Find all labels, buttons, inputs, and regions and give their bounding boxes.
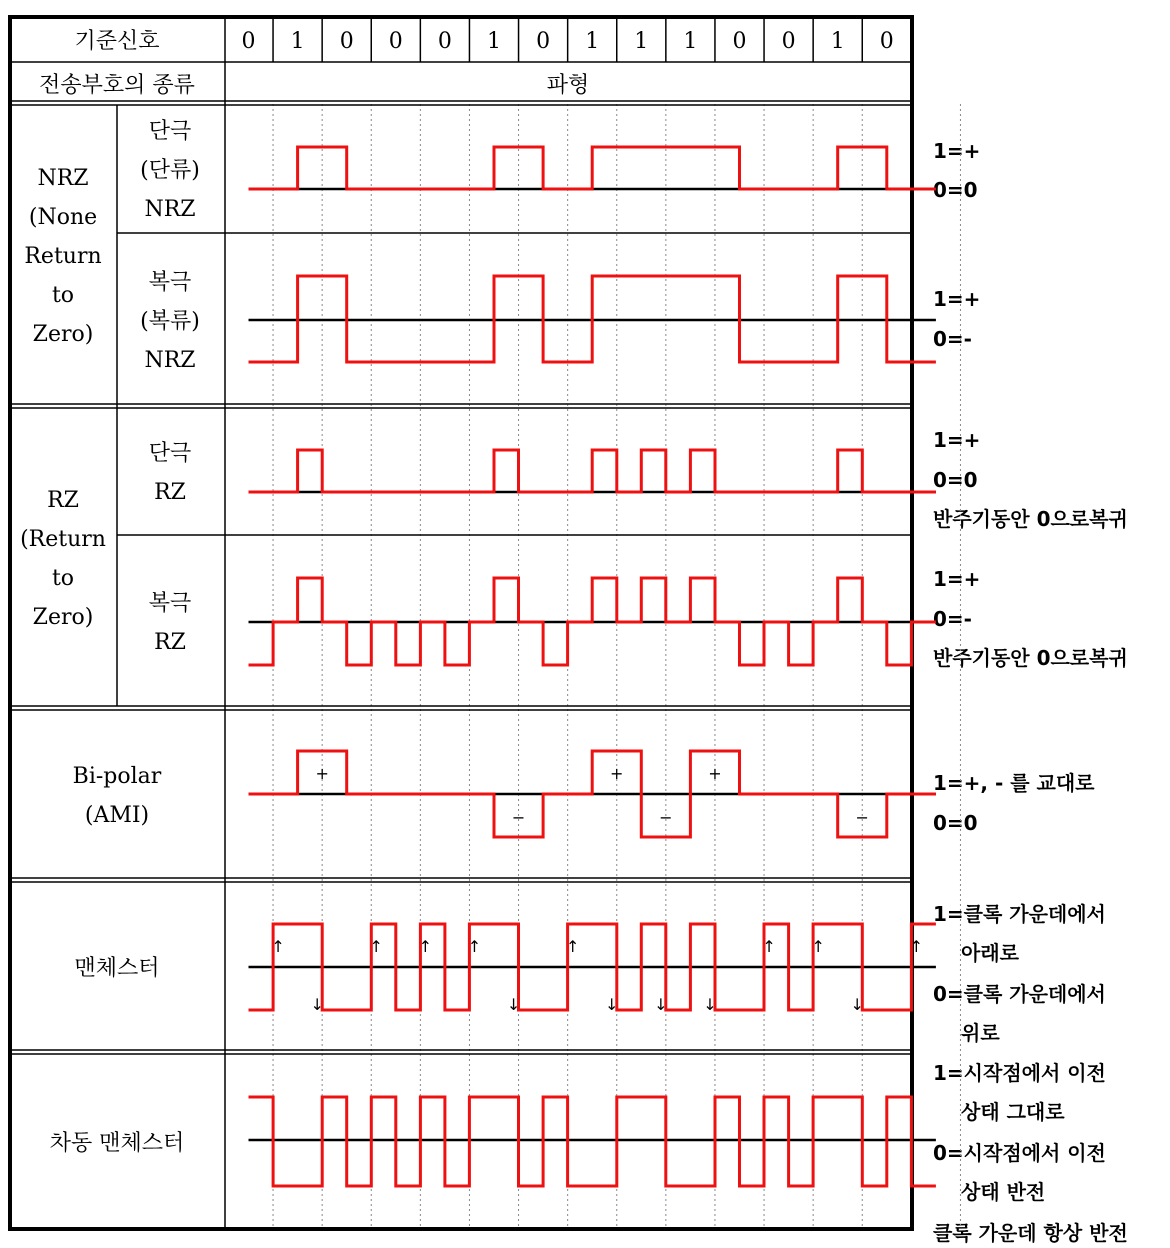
bit-label: 1 <box>634 29 649 54</box>
waveform-marks <box>271 764 923 1014</box>
unipolar-nrz-label-line: 단극 <box>148 119 192 144</box>
note-line: 0=- <box>933 327 972 351</box>
unipolar-rz-signal <box>249 450 936 492</box>
minus-sign: − <box>659 808 673 827</box>
bit-label: 1 <box>487 29 501 54</box>
plus-sign: + <box>610 764 624 783</box>
note-line: 0=0 <box>933 468 978 492</box>
note-line: 클록 가운데 항상 반전 <box>933 1221 1128 1245</box>
nrz-label-line: to <box>51 283 75 308</box>
bit-label: 1 <box>830 29 845 54</box>
bit-label: 1 <box>683 29 698 54</box>
unipolar-rz-label <box>149 441 192 505</box>
bipolar-nrz-notes <box>933 287 980 351</box>
note-line: 0=클록 가운데에서 <box>933 982 1106 1006</box>
ami-notes <box>933 771 1095 835</box>
bit-label: 1 <box>585 29 600 54</box>
bipolar-nrz-label <box>140 270 200 373</box>
up-arrow-icon: ↑ <box>565 937 580 956</box>
unipolar-nrz-notes <box>933 139 980 202</box>
bit-label: 0 <box>388 29 403 54</box>
bipolar-rz-label-line: RZ <box>154 630 186 655</box>
note-line: 0=시작점에서 이전 <box>933 1141 1106 1165</box>
bipolar-rz-label <box>149 591 192 655</box>
manchester-notes <box>933 902 1106 1045</box>
waveform-label: 파형 <box>546 73 590 98</box>
bit-label: 0 <box>339 29 354 54</box>
note-line: 1=+ <box>933 567 981 591</box>
note-line: 반주기동안 0으로복귀 <box>933 646 1128 670</box>
bipolar-nrz-label-line: 복극 <box>148 270 192 295</box>
down-arrow-icon: ↓ <box>310 995 324 1014</box>
up-arrow-icon: ↑ <box>909 937 924 956</box>
down-arrow-icon: ↓ <box>703 995 717 1014</box>
unipolar-nrz-label-line: (단류) <box>140 158 200 183</box>
ami-label-line: Bi-polar <box>72 764 162 789</box>
bit-label: 0 <box>879 29 894 54</box>
bipolar-nrz-label-line: NRZ <box>144 348 196 373</box>
note-line: 1=+ <box>933 287 981 311</box>
bit-label: 0 <box>536 29 551 54</box>
rz-group-label <box>20 488 106 630</box>
up-arrow-icon: ↑ <box>467 937 482 956</box>
unipolar-nrz-signal <box>249 147 936 189</box>
up-arrow-icon: ↑ <box>762 937 776 956</box>
up-arrow-icon: ↑ <box>369 937 383 956</box>
down-arrow-icon: ↓ <box>654 995 668 1014</box>
unipolar-rz-label-line: 단극 <box>148 441 192 466</box>
note-line: 0=0 <box>933 178 978 202</box>
bit-label: 0 <box>241 29 256 54</box>
unipolar-nrz-label-line: NRZ <box>144 197 196 222</box>
nrz-label-line: (None <box>28 205 98 230</box>
minus-sign: − <box>511 808 526 827</box>
down-arrow-icon: ↓ <box>506 995 521 1014</box>
unipolar-rz-label-line: RZ <box>154 480 186 505</box>
note-line: 1=+ <box>933 139 981 163</box>
rz-label-line: (Return <box>20 527 106 552</box>
rz-label-line: RZ <box>47 488 79 513</box>
note-line: 반주기동안 0으로복귀 <box>933 507 1128 531</box>
nrz-label-line: Return <box>24 244 102 269</box>
rz-label-line: Zero) <box>32 605 94 630</box>
note-line: 1=시작점에서 이전 <box>933 1061 1106 1085</box>
unipolar-nrz-label <box>140 119 200 222</box>
note-line: 위로 <box>961 1021 1000 1045</box>
note-line: 상태 그대로 <box>961 1100 1065 1124</box>
down-arrow-icon: ↓ <box>850 995 864 1014</box>
diff-manchester-notes <box>933 1061 1128 1245</box>
note-line: 0=- <box>933 607 972 631</box>
up-arrow-icon: ↑ <box>271 937 285 956</box>
ami-signal <box>249 751 936 837</box>
diff-manchester-signal <box>249 1097 936 1186</box>
reference-signal-label: 기준신호 <box>74 29 160 54</box>
minus-sign: − <box>855 808 869 827</box>
unipolar-rz-notes <box>933 428 1128 531</box>
note-line: 1=클록 가운데에서 <box>933 902 1106 926</box>
waveforms <box>249 147 936 1186</box>
note-line: 0=0 <box>933 811 978 835</box>
ami-label-line: (AMI) <box>84 803 150 828</box>
bipolar-rz-label-line: 복극 <box>148 591 192 616</box>
note-line: 1=+ <box>933 428 981 452</box>
bit-label: 0 <box>732 29 747 54</box>
bit-label: 0 <box>437 29 452 54</box>
manchester-label: 맨체스터 <box>74 956 160 981</box>
bipolar-rz-notes <box>933 567 1128 670</box>
down-arrow-icon: ↓ <box>605 995 619 1014</box>
bipolar-nrz-label-line: (복류) <box>140 309 200 334</box>
nrz-label-line: Zero) <box>32 322 94 347</box>
ami-label <box>73 764 162 828</box>
plus-sign: + <box>315 764 329 783</box>
note-line: 상태 반전 <box>961 1180 1046 1204</box>
rz-label-line: to <box>51 566 75 591</box>
note-line: 아래로 <box>961 941 1019 965</box>
diff-manchester-label: 차동 맨체스터 <box>49 1131 185 1156</box>
plus-sign: + <box>708 764 722 783</box>
code-type-label: 전송부호의 종류 <box>39 73 195 98</box>
nrz-group-label <box>24 166 101 347</box>
up-arrow-icon: ↑ <box>811 937 825 956</box>
note-line: 1=+, - 를 교대로 <box>933 771 1095 795</box>
nrz-label-line: NRZ <box>37 166 89 191</box>
bit-label: 0 <box>781 29 796 54</box>
up-arrow-icon: ↑ <box>418 937 433 956</box>
bit-label: 1 <box>290 29 305 54</box>
